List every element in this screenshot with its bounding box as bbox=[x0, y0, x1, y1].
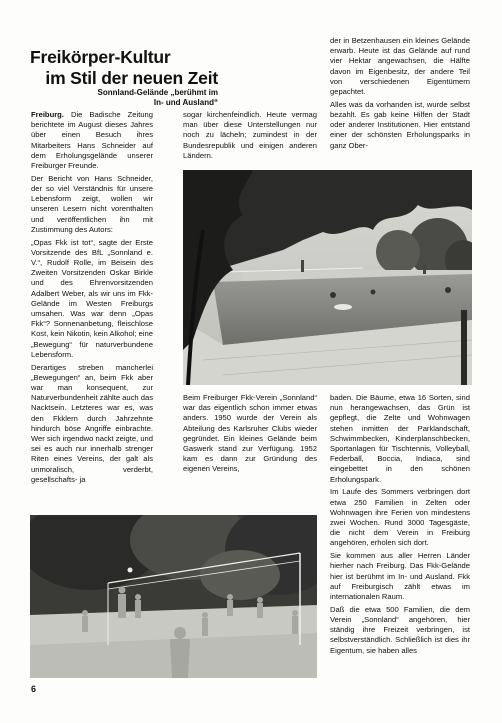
dateline: Freiburg. bbox=[31, 110, 64, 119]
column-1 bbox=[31, 110, 153, 488]
col1-paragraph-4: Derartiges streben mancherlei „Bewegungen“ an, beim Fkk aber war man konsequent, zur Naturverbundenheit zählte auch das Nacktsein. Letzteres war es, was den Fkklern durch Jahrzehnte hindurch böse Angriffe einbrachte. Wer sich irgendwo nackt zeigte, und sei es auch nur innerhalb strenger Riten eines Vereins, der galt als unmoralisch, verderbt, gesellschafts- ja bbox=[31, 362, 154, 484]
col2-paragraph-2: Beim Freiburger Fkk-Verein „Sonnland“ war das eigentlich schon immer etwas anders. 1950 wurde der Verein als Abteilung des Karlsruher Clubs wieder gegründet. Ein kleines Gelände beim Gaswerk stand zur Verfügung. 1952 kam es dann zur Gründung des eigenen Vereins, bbox=[183, 393, 317, 474]
col1-paragraph-1: Freiburg. Die Badische Zeitung berichtete im August dieses Jahres über einen Besuch ihres Mitarbeiters Hans Schneider auf dem Erholungsgelände unserer Freiburger Freunde. bbox=[31, 110, 153, 171]
volleyball-photo bbox=[30, 515, 317, 678]
col3-paragraph-4: Im Laufe des Sommers verbringen dort etwa 250 Familien in Zelten oder Wohnwagen ihre Ferien von mindestens zwei Wochen. Rund 3000 Tagesgäste, die nicht dem Verein in Freiburg angehören, erholen sich dort. bbox=[330, 487, 470, 548]
headline bbox=[30, 47, 218, 89]
col3-paragraph-3: baden. Die Bäume, etwa 16 Sorten, sind nun herangewachsen, das Grün ist gepflegt, die Zelte und Wohnwagen stehen inmitten der Parklandschaft, Schwimmbecken, Kinderplanschbecken, Sportanlagen für Tischtennis, Volleyball, Federball, Boccia, Indiaca, sind eingebettet in den schönen Erholungspark. bbox=[330, 393, 470, 484]
col3-paragraph-1: der in Betzenhausen ein kleines Gelände erwarb. Heute ist das Gelände auf rund vier Hektar angewachsen, die Hälfte davon im Eigenbesitz, der andere Teil von verschiedenen Eigentümern gepachtet. bbox=[330, 36, 470, 97]
headline-line-1: Freikörper-Kultur bbox=[30, 46, 171, 67]
col1-paragraph-2: Der Bericht von Hans Schneider, der so viel Verständnis für unsere Lebensform zeigt, wollen wir unseren Lesern nicht vorenthalten und veröffentlichen ihn mit Zustimmung des Autors: bbox=[31, 173, 153, 234]
col3-paragraph-6: Daß die etwa 500 Familien, die dem Verein „Sonnland“ angehören, hier ständig ihre Freizeit verbringen, ist selbstverständlich. Schließlich ist dies ihr Eigentum, sie haben alles bbox=[330, 604, 470, 655]
col3-paragraph-5: Sie kommen aus aller Herren Länder hierher nach Freiburg. Das Fkk-Gelände hier ist berühmt im In- und Ausland. Fkk auf Freiburgisch zählt etwas im internationalen Raum. bbox=[330, 551, 470, 602]
column-3-bottom bbox=[330, 393, 470, 658]
col3-paragraph-2: Alles was da vorhanden ist, wurde selbst bezahlt. Es gab keine Hilfen der Stadt oder anderer Institutionen. Hier entstand einer der schönsten Erholungsparks in ganz Ober- bbox=[330, 99, 470, 150]
pool-photo bbox=[183, 170, 472, 385]
page-number: 6 bbox=[31, 684, 37, 694]
column-2-top bbox=[183, 110, 317, 164]
column-3-top bbox=[330, 36, 470, 153]
col1-paragraph-3: „Opas Fkk ist tot“, sagte der Erste Vorsitzende des BfL „Sonnland e. V.“, Rudolf Rolle, im Beisein des Zweiten Vorsitzenden Oskar Birkle und des Ehrenvorsitzenden Adalbert Weber, als wir uns im Fkk-Gelände im Westen Freiburgs umsahen. Was war denn „Opas Fkk“? Sonnenanbetung, fleischlose Kost, kein Nikotin, kein Alkohol; eine „Bewegung“ für naturverbundene Lebensform. bbox=[31, 237, 153, 359]
column-2-bottom bbox=[183, 393, 317, 477]
subheadline: Sonnland-Gelände „berühmt im In- und Ausland“ bbox=[97, 88, 218, 107]
headline-line-2: im Stil der neuen Zeit bbox=[45, 67, 218, 88]
col2-paragraph-1: sogar kirchenfeindlich. Heute vermag man über diese Unterstellungen nur noch zu lächeln; zumindest in der Bundesrepublik und einigen anderen Ländern. bbox=[183, 110, 317, 160]
